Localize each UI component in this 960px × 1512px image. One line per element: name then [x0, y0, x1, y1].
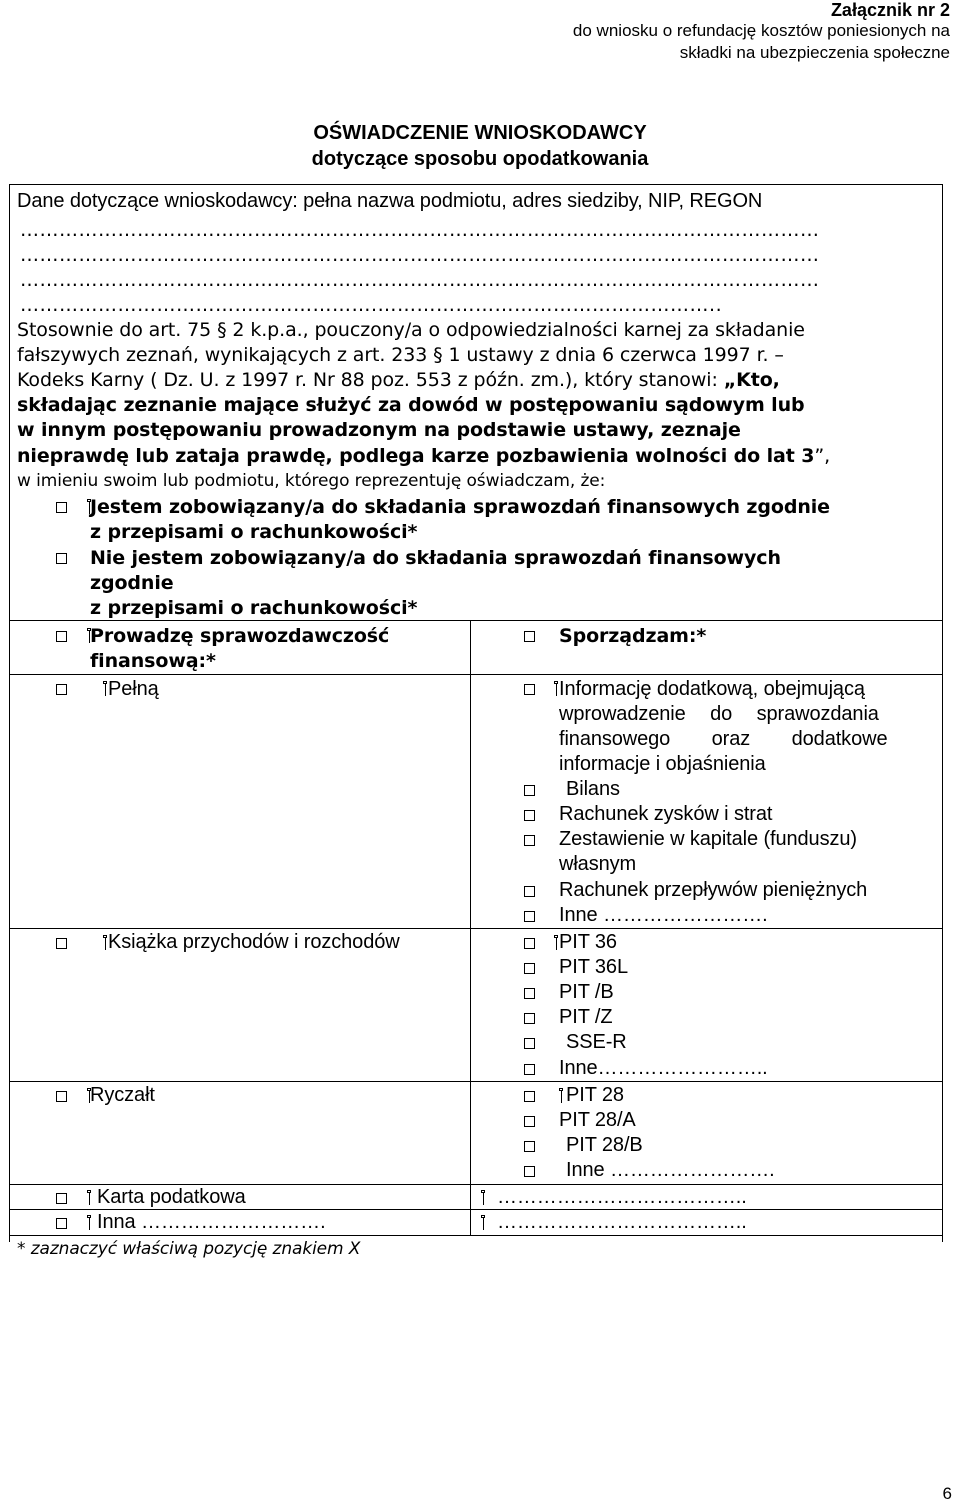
option-pit36l: PIT 36L: [559, 956, 628, 978]
checkbox-full[interactable]: [56, 684, 67, 695]
page-number: 6: [942, 1484, 952, 1503]
statement-line-2: fałszywych zeznań, wynikających z art. 233 § 1 ustawy z dnia 6 czerwca 1997 r. –: [17, 344, 784, 366]
applicant-data-field-1[interactable]: ……………………………………………………………………………………………………………: [20, 219, 820, 241]
applicant-data-field-4[interactable]: ……………………………………………….……………………………………………..: [20, 294, 723, 316]
additional-info-line-4: informacje i objaśnienia: [559, 753, 766, 775]
frame-right-line: [942, 184, 943, 1242]
row-line-2: [9, 674, 943, 675]
other-form-field[interactable]: ………………………………..: [497, 1211, 747, 1233]
annex-title: Załącznik nr 2: [830, 0, 950, 20]
frame-top-line: [9, 184, 943, 185]
checkbox-prepare[interactable]: [524, 631, 535, 642]
option-equity-statement-line-1: Zestawienie w kapitale (funduszu): [559, 828, 857, 850]
option-income-statement: Rachunek zysków i strat: [559, 803, 773, 825]
option-tax-card: Karta podatkowa: [97, 1186, 246, 1208]
checkbox-other-form[interactable]: [56, 1218, 67, 1229]
checkbox-pit36[interactable]: [524, 938, 535, 949]
additional-info-line-2: wprowadzenie do sprawozdania: [559, 703, 879, 725]
option-full-other: Inne …………………….: [559, 904, 768, 926]
tick-mark-icon: [86, 1190, 93, 1206]
checkbox-equity-statement[interactable]: [524, 835, 535, 846]
row-line-3: [9, 928, 943, 929]
tick-mark-icon: [480, 1215, 487, 1231]
checkbox-pit36l[interactable]: [524, 963, 535, 974]
statement-line-5: w innym postępowaniu prowadzonym na podstawie ustawy, zeznaje: [17, 419, 741, 441]
tick-mark-icon: [480, 1190, 487, 1206]
tax-card-field[interactable]: ………………………………..: [497, 1186, 747, 1208]
document-title: OŚWIADCZENIE WNIOSKODAWCY: [313, 122, 647, 144]
checkbox-ledger[interactable]: [56, 938, 67, 949]
checkbox-balance-sheet[interactable]: [524, 785, 535, 796]
additional-info-line-3: finansowego oraz dodatkowe: [559, 728, 888, 750]
checkbox-cash-flow[interactable]: [524, 886, 535, 897]
left-header-line-2: finansową:*: [90, 650, 216, 672]
checkbox-bookkeeping[interactable]: [56, 631, 67, 642]
option-not-obligated-line-1: Nie jestem zobowiązany/a do składania sprawozdań finansowych: [90, 547, 781, 569]
option-full: Pełną: [108, 678, 159, 700]
column-divider: [470, 620, 471, 1235]
option-equity-statement-line-2: własnym: [559, 853, 637, 875]
statement-line-6: nieprawdę lub zataja prawdę, podlega karze pozbawienia wolności do lat 3”,: [17, 445, 831, 467]
annex-line-2: składki na ubezpieczenia społeczne: [679, 43, 950, 62]
statement-line-1: Stosownie do art. 75 § 2 k.p.a., pouczony/a o odpowiedzialności karnej za składanie: [17, 319, 805, 341]
option-balance-sheet: Bilans: [566, 778, 620, 800]
annex-line-1: do wniosku o refundację kosztów poniesionych na: [572, 21, 950, 40]
checkbox-income-statement[interactable]: [524, 810, 535, 821]
option-pit28a: PIT 28/A: [559, 1109, 636, 1131]
checkbox-additional-info[interactable]: [524, 684, 535, 695]
additional-info-line-1: Informację dodatkową, obejmującą: [559, 678, 865, 700]
option-lump-other: Inne …………………….: [566, 1159, 775, 1181]
option-other-form: Inna ……………………….: [97, 1211, 326, 1233]
checkbox-tax-card[interactable]: [56, 1193, 67, 1204]
checkbox-obligated[interactable]: [56, 502, 67, 513]
option-pit-b: PIT /B: [559, 981, 614, 1003]
checkbox-pit-z[interactable]: [524, 1013, 535, 1024]
checkbox-sse-r[interactable]: [524, 1038, 535, 1049]
option-ledger: Książka przychodów i rozchodów: [108, 931, 400, 953]
checkbox-lump-other[interactable]: [524, 1166, 535, 1177]
checkbox-full-other[interactable]: [524, 911, 535, 922]
checkbox-not-obligated[interactable]: [56, 553, 67, 564]
applicant-data-label: Dane dotyczące wnioskodawcy: pełna nazwa podmiotu, adres siedziby, NIP, REGON: [17, 190, 763, 212]
row-line-4: [9, 1081, 943, 1082]
checkbox-pit28a[interactable]: [524, 1116, 535, 1127]
option-not-obligated-line-3: z przepisami o rachunkowości*: [90, 597, 418, 619]
option-obligated-line-1: Jestem zobowiązany/a do składania sprawozdań finansowych zgodnie: [90, 496, 830, 518]
frame-bottom-line: [9, 1235, 943, 1236]
applicant-data-field-2[interactable]: ……………………………………………………………………………………………………………: [20, 244, 820, 266]
statement-line-3: Kodeks Karny ( Dz. U. z 1997 r. Nr 88 poz. 553 z późn. zm.), który stanowi: „Kto,: [17, 369, 780, 391]
statement-line-4: składając zeznanie mające służyć za dowód w postępowaniu sądowym lub: [17, 394, 805, 416]
statement-line-7: w imieniu swoim lub podmiotu, którego reprezentuję oświadczam, że:: [17, 471, 606, 491]
option-ledger-other: Inne……………………..: [559, 1057, 768, 1079]
option-pit28b: PIT 28/B: [566, 1134, 643, 1156]
option-lump-sum: Ryczałt: [90, 1084, 155, 1106]
frame-left-line: [9, 184, 10, 1242]
option-obligated-line-2: z przepisami o rachunkowości*: [90, 521, 418, 543]
footnote: * zaznaczyć właściwą pozycję znakiem X: [17, 1239, 361, 1259]
checkbox-pit28b[interactable]: [524, 1141, 535, 1152]
applicant-data-field-3[interactable]: ……………………………………………………………………………………………………………: [20, 269, 820, 291]
checkbox-lump-sum[interactable]: [56, 1091, 67, 1102]
tick-mark-icon: [558, 1088, 565, 1104]
option-pit-z: PIT /Z: [559, 1006, 613, 1028]
checkbox-pit-b[interactable]: [524, 988, 535, 999]
tick-mark-icon: [86, 1215, 93, 1231]
option-sse-r: SSE-R: [566, 1031, 627, 1053]
option-not-obligated-line-2: zgodnie: [90, 572, 174, 594]
checkbox-pit28[interactable]: [524, 1091, 535, 1102]
checkbox-ledger-other[interactable]: [524, 1064, 535, 1075]
left-header-line-1: Prowadzę sprawozdawczość: [90, 625, 390, 647]
right-header: Sporządzam:*: [559, 625, 707, 647]
document-subtitle: dotyczące sposobu opodatkowania: [311, 148, 649, 170]
option-cash-flow: Rachunek przepływów pieniężnych: [559, 879, 868, 901]
option-pit28: PIT 28: [566, 1084, 624, 1106]
option-pit36: PIT 36: [559, 931, 617, 953]
